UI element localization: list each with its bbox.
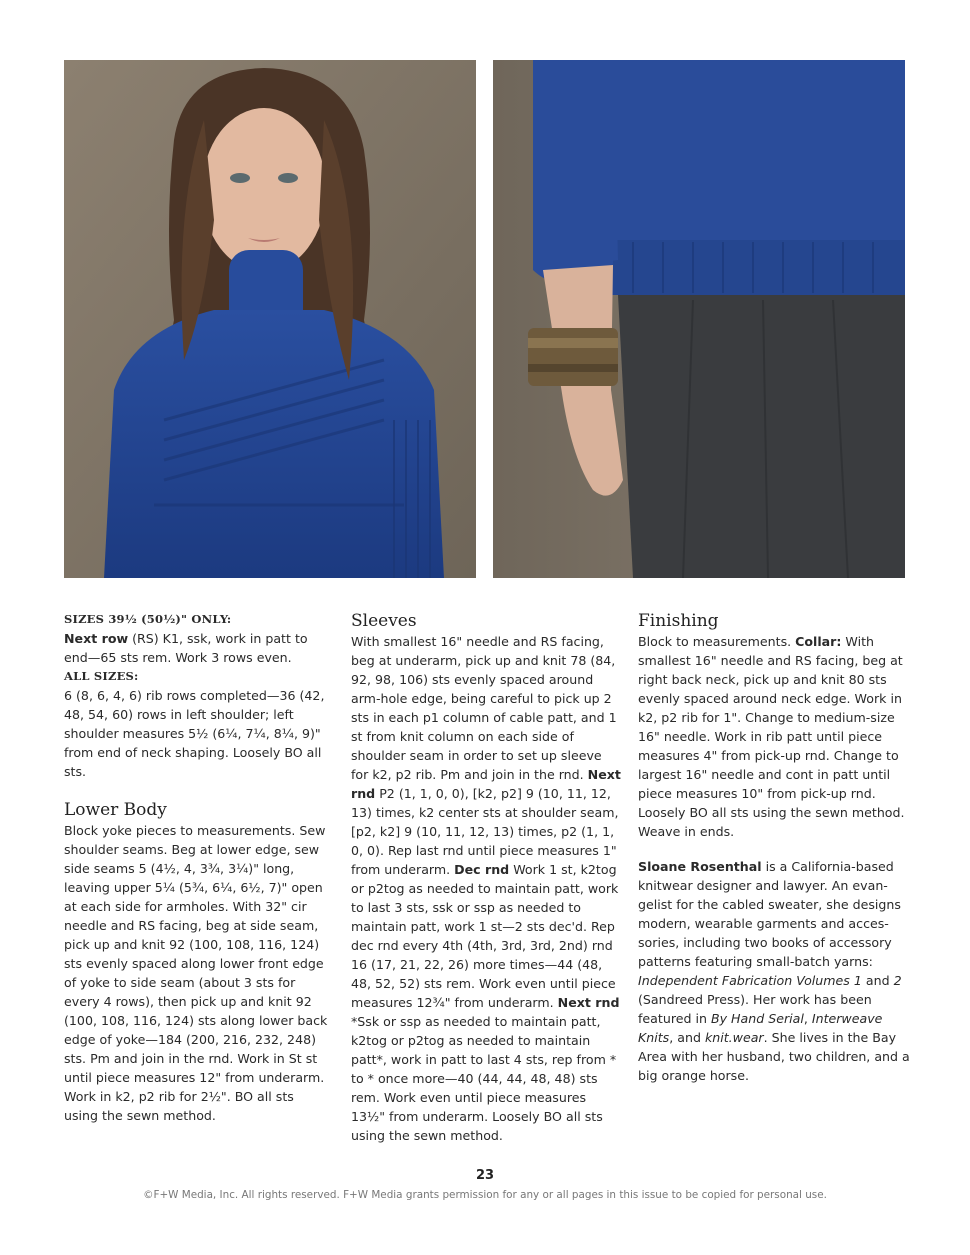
sleeves-heading: Sleeves (351, 611, 417, 631)
all-sizes-heading: ALL SIZES: (64, 669, 139, 683)
author-name: Sloane Rosenthal (638, 859, 762, 874)
author-bio-paragraph: Sloane Rosenthal is a California-based knitwear designer and lawyer. An evan-gelist for the cabled sweater, she designs modern, wearable garments and acces-sories, including two books of accessory patterns featuring small-batch yarns: Independent Fabrication Volumes 1 and 2 (Sandreed Press). Her work has been featured in By Hand Serial, Interweave Knits, and knit.wear. She lives in the Bay Area with her husband, two children, and a big orange horse. (638, 859, 910, 1083)
sleeves-paragraph: With smallest 16" needle and RS facing, beg at underarm, pick up and knit 78 (84, 92, 98, 106) sts evenly spaced around arm-hole edge, being careful to pick up 2 sts in each p1 column of cable patt, and 1 st from knit column on each side of shoulder seam in order to set up sleeve for k2, p2 rib. Pm and join in the rnd. Next rnd P2 (1, 1, 0, 0), [k2, p2] 9 (10, 11, 12, 13) times, k2 center sts at shoulder seam, [p2, k2] 9 (10, 11, 12, 13) times, p2 (1, 1, 0, 0). Rep last rnd until piece measures 1" from underarm. Dec rnd Work 1 st, k2tog or p2tog as needed to maintain patt, work to last 3 sts, ssk or ssp as needed to maintain patt, work 1 st—2 sts dec'd. Rep dec rnd every 4th (4th, 3rd, 3rd, 2nd) rnd 16 (17, 21, 22, 26) more times—44 (48, 48, 52, 52) sts rem. Work even until piece measures 12¾" from underarm. Next rnd *Ssk or ssp as needed to maintain patt, k2tog or p2tog as needed to maintain patt*, work in patt to last 4 sts, rep from * to * once more—40 (44, 44, 48, 48) sts rem. Work even until piece measures 13½" from underarm. Loosely BO all sts using the sewn method. (351, 634, 621, 1143)
woman-in-blue-turtleneck-sweater-photo (64, 60, 476, 578)
dec-rnd-label: Dec rnd (454, 862, 510, 877)
page-number: 23 (475, 1168, 495, 1183)
finishing-heading: Finishing (638, 611, 719, 631)
column-two (351, 610, 621, 1145)
publication-name: knit.wear (704, 1030, 764, 1045)
publication-name: By Hand Serial (710, 1011, 804, 1026)
next-rnd-label: Next rnd (557, 995, 620, 1010)
next-rnd-label: Next rnd (351, 767, 621, 801)
column-one (64, 610, 329, 1125)
publication-name: Interweave Knits (638, 1011, 883, 1045)
book-title: Independent Fabrication Volumes 1 (638, 973, 862, 988)
book-title-2: 2 (893, 973, 902, 988)
next-row-label: Next row (64, 631, 129, 646)
sizes-heading: SIZES 39½ (50½)" ONLY: (64, 612, 232, 626)
lower-body-paragraph: Block yoke pieces to measurements. Sew shoulder seams. Beg at lower edge, sew side seams 5 (4½, 4, 3¾, 3¼)" long, leaving upper 5¼ (5¾, 6¼, 6½, 7)" open at each side for armholes. With 32" cir needle and RS facing, beg at side seam, pick up and knit 92 (100, 108, 116, 124) sts evenly spaced along lower front edge of yoke to side seam (about 3 sts for every 4 rows), then pick up and knit 92 (100, 108, 116, 124) sts along lower back edge of yoke—184 (200, 216, 232, 248) sts. Pm and join in the rnd. Work in St st until piece measures 12" from underarm. Work in k2, p2 rib for 2½". BO all sts using the sewn method. (64, 823, 328, 1123)
all-sizes-paragraph: 6 (8, 6, 4, 6) rib rows completed—36 (42, 48, 54, 60) rows in left shoulder; left shoulder measures 5½ (6¼, 7¼, 8¼, 9)" from end of neck shaping. Loosely BO all sts. (64, 688, 325, 779)
sizes-paragraph: Next row (RS) K1, ssk, work in patt to end—65 sts rem. Work 3 rows even. (64, 631, 308, 665)
lower-body-heading: Lower Body (64, 800, 167, 820)
copyright-notice: ©F+W Media, Inc. All rights reserved. F+W Media grants permission for any or all pages in this issue to be copied for personal use. (143, 1189, 827, 1201)
finishing-paragraph: Block to measurements. Collar: With smallest 16" needle and RS facing, beg at right back neck, pick up and knit 80 sts evenly spaced around neck edge. Work in k2, p2 rib for 1". Change to medium-size 16" needle. Work in rib patt until piece measures 4" from pick-up rnd. Change to largest 16" needle and cont in patt until piece measures 10" from pick-up rnd. Loosely BO all sts using the sewn method. Weave in ends. (638, 634, 905, 839)
sleeve-cuff-and-bracelet-detail-photo (493, 60, 905, 578)
column-three (638, 610, 910, 1085)
collar-label: Collar: (795, 634, 842, 649)
